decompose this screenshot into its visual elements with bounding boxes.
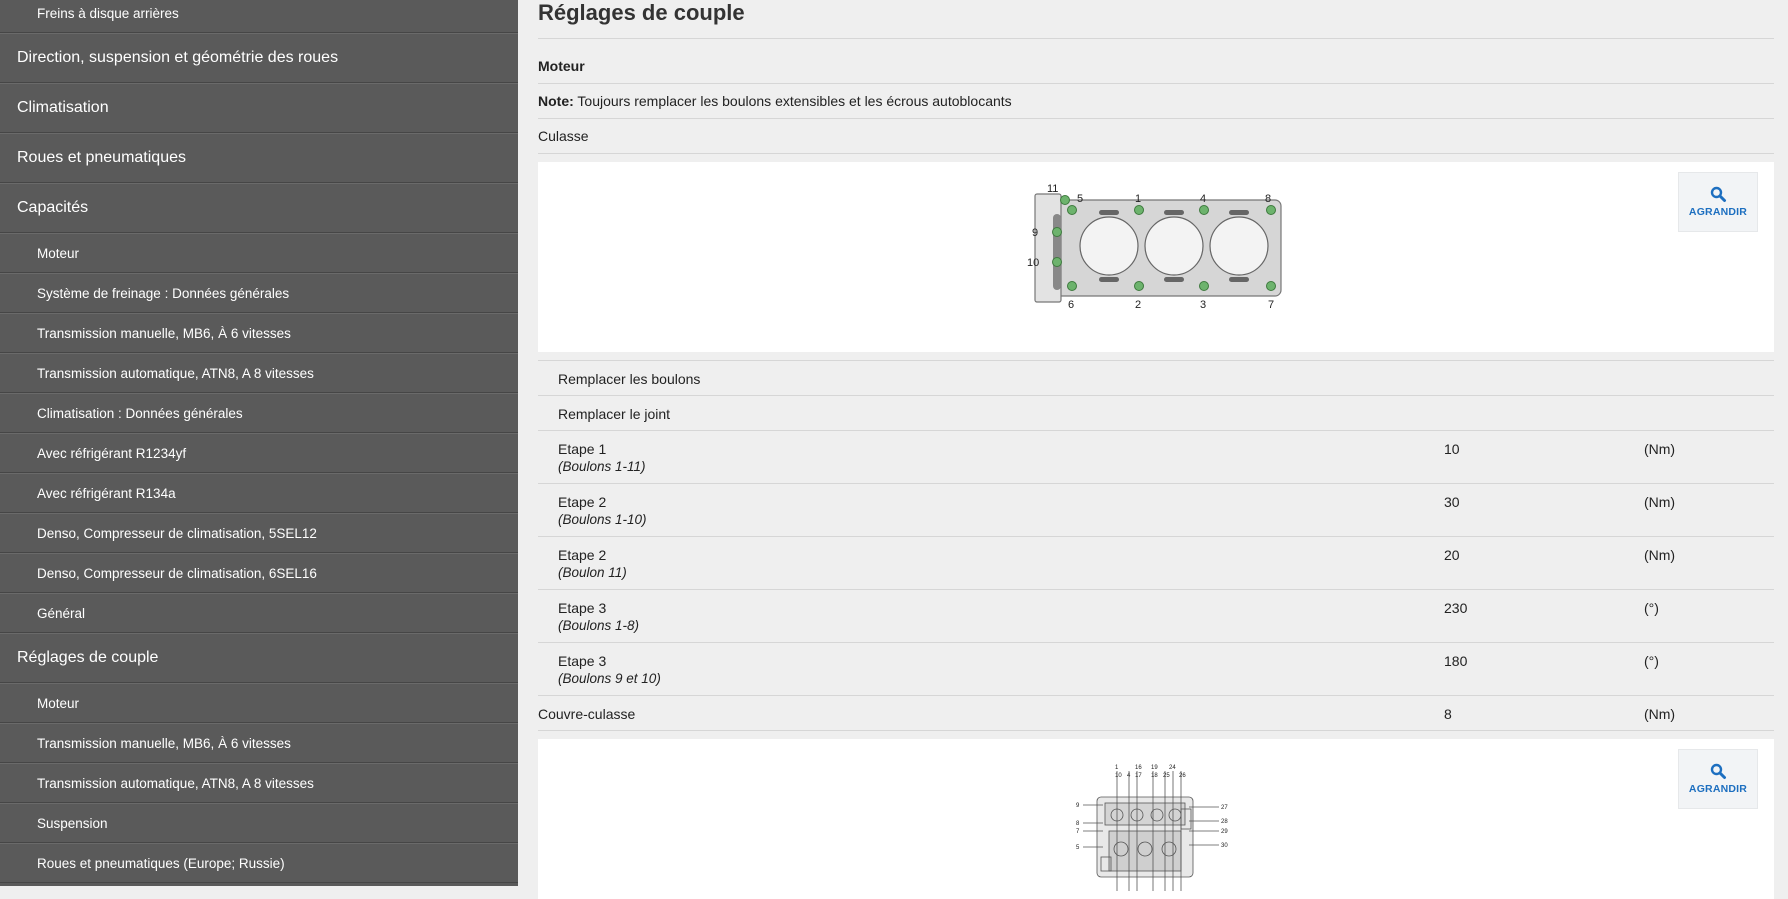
bolt-label: 25 xyxy=(1163,773,1170,779)
bolt-label: 9 xyxy=(1032,227,1039,239)
zoom-button[interactable] xyxy=(1678,172,1758,232)
valve-cover-diagram xyxy=(1073,761,1233,891)
step-bolts: (Boulons 1-11) xyxy=(558,459,646,474)
sidebar-item[interactable]: Transmission automatique, ATN8, A 8 vitesses xyxy=(0,763,518,803)
sidebar-item[interactable]: Général xyxy=(0,593,518,633)
sidebar-item[interactable]: Climatisation xyxy=(0,83,518,133)
bolt-label: 10 xyxy=(1115,773,1122,779)
bolt-label: 5 xyxy=(1077,193,1084,205)
bolt-label: 5 xyxy=(1076,845,1080,851)
step-label: Etape 2 xyxy=(558,547,607,563)
sidebar xyxy=(0,0,518,886)
replace-bolts-row xyxy=(538,361,1774,396)
step-value: 10 xyxy=(1444,441,1460,457)
bolt-label: 24 xyxy=(1169,765,1176,771)
cover-label: Couvre-culasse xyxy=(538,706,636,722)
bolt-label: 11 xyxy=(1047,183,1059,195)
step-value: 180 xyxy=(1444,653,1468,669)
bolt-label: 7 xyxy=(1076,829,1080,835)
divider xyxy=(538,118,1774,119)
bolt-label: 9 xyxy=(1076,803,1080,809)
bolt-label: 1 xyxy=(1115,765,1119,771)
replace-gasket-label: Remplacer le joint xyxy=(558,406,671,422)
sidebar-item[interactable]: Denso, Compresseur de climatisation, 6SEL16 xyxy=(0,553,518,593)
step-bolts: (Boulons 1-10) xyxy=(558,512,647,527)
cover-row xyxy=(538,696,1774,731)
torque-step-row xyxy=(538,484,1774,537)
sidebar-item[interactable]: Réglages de couple xyxy=(0,633,518,683)
sidebar-item[interactable]: Freins à disque arrières xyxy=(0,0,518,33)
step-unit: (°) xyxy=(1644,653,1659,669)
bolt-label: 18 xyxy=(1151,773,1158,779)
step-label: Etape 3 xyxy=(558,653,607,669)
bolt-label: 16 xyxy=(1135,765,1142,771)
torque-step-row xyxy=(538,590,1774,643)
sidebar-item[interactable]: Avec réfrigérant R1234yf xyxy=(0,433,518,473)
bolt-label: 8 xyxy=(1265,193,1272,205)
bolt-label: 7 xyxy=(1268,299,1275,311)
sidebar-item[interactable]: Moteur xyxy=(0,233,518,273)
step-bolts: (Boulons 1-8) xyxy=(558,618,640,633)
sidebar-item[interactable]: Avec réfrigérant R134a xyxy=(0,473,518,513)
step-label: Etape 1 xyxy=(558,441,607,457)
section-heading: Moteur xyxy=(538,58,585,74)
step-value: 30 xyxy=(1444,494,1460,510)
cover-diagram-panel xyxy=(538,739,1774,899)
divider xyxy=(538,38,1774,39)
sidebar-item[interactable]: Climatisation : Données générales xyxy=(0,393,518,433)
step-bolts: (Boulon 11) xyxy=(558,565,627,580)
bolt-label: 27 xyxy=(1221,805,1228,811)
step-label: Etape 3 xyxy=(558,600,607,616)
replace-gasket-row xyxy=(538,396,1774,431)
note-label: Note: xyxy=(538,93,574,109)
sidebar-item[interactable]: Transmission manuelle, MB6, À 6 vitesses xyxy=(0,723,518,763)
step-bolts: (Boulons 9 et 10) xyxy=(558,671,661,686)
sidebar-item[interactable]: Transmission manuelle, MB6, À 6 vitesses xyxy=(0,313,518,353)
bolt-label: 10 xyxy=(1027,257,1040,269)
sidebar-item[interactable]: Roues et pneumatiques xyxy=(0,133,518,183)
bolt-label: 28 xyxy=(1221,819,1228,825)
step-value: 20 xyxy=(1444,547,1460,563)
bolt-label: 26 xyxy=(1179,773,1186,779)
bolt-label: 4 xyxy=(1127,773,1131,779)
step-unit: (Nm) xyxy=(1644,441,1676,457)
bolt-label: 6 xyxy=(1068,299,1075,311)
magnifier-icon xyxy=(1710,763,1726,779)
bolt-label: 29 xyxy=(1221,829,1228,835)
sidebar-item[interactable]: Roues et pneumatiques (Europe; Russie) xyxy=(0,843,518,883)
magnifier-icon xyxy=(1710,186,1726,202)
zoom-label: AGRANDIR xyxy=(1688,783,1748,795)
cylinder-head-diagram-panel xyxy=(538,162,1774,352)
page-title: Réglages de couple xyxy=(538,0,745,25)
bolt-label: 19 xyxy=(1151,765,1158,771)
sidebar-item[interactable]: Denso, Compresseur de climatisation, 5SEL12 xyxy=(0,513,518,553)
divider xyxy=(538,153,1774,154)
step-unit: (Nm) xyxy=(1644,547,1676,563)
step-label: Etape 2 xyxy=(558,494,607,510)
zoom-label: AGRANDIR xyxy=(1688,206,1748,218)
culasse-label: Culasse xyxy=(538,128,589,144)
step-unit: (Nm) xyxy=(1644,494,1676,510)
bolt-label: 3 xyxy=(1200,299,1207,311)
bolt-label: 30 xyxy=(1221,843,1228,849)
bolt-label: 17 xyxy=(1135,773,1142,779)
divider xyxy=(538,83,1774,84)
replace-bolts-label: Remplacer les boulons xyxy=(558,371,701,387)
bolt-label: 2 xyxy=(1135,299,1142,311)
torque-step-row xyxy=(538,537,1774,590)
sidebar-item[interactable]: Moteur xyxy=(0,683,518,723)
cover-value: 8 xyxy=(1444,706,1452,722)
main-content xyxy=(518,0,1788,886)
sidebar-item[interactable]: Direction, suspension et géométrie des roues xyxy=(0,33,518,83)
sidebar-item[interactable]: Capacités xyxy=(0,183,518,233)
step-value: 230 xyxy=(1444,600,1468,616)
torque-step-row xyxy=(538,643,1774,696)
note xyxy=(538,93,1012,109)
torque-step-row xyxy=(538,431,1774,484)
zoom-button[interactable] xyxy=(1678,749,1758,809)
bolt-label: 1 xyxy=(1135,193,1142,205)
cylinder-head-diagram xyxy=(1027,183,1291,324)
sidebar-item[interactable]: Transmission automatique, ATN8, A 8 vitesses xyxy=(0,353,518,393)
sidebar-item[interactable]: Système de freinage : Données générales xyxy=(0,273,518,313)
cover-unit: (Nm) xyxy=(1644,706,1676,722)
bolt-label: 8 xyxy=(1076,821,1080,827)
step-unit: (°) xyxy=(1644,600,1659,616)
bolt-label: 4 xyxy=(1200,193,1207,205)
sidebar-item[interactable]: Suspension xyxy=(0,803,518,843)
note-text: Toujours remplacer les boulons extensibles et les écrous autoblocants xyxy=(573,93,1012,109)
